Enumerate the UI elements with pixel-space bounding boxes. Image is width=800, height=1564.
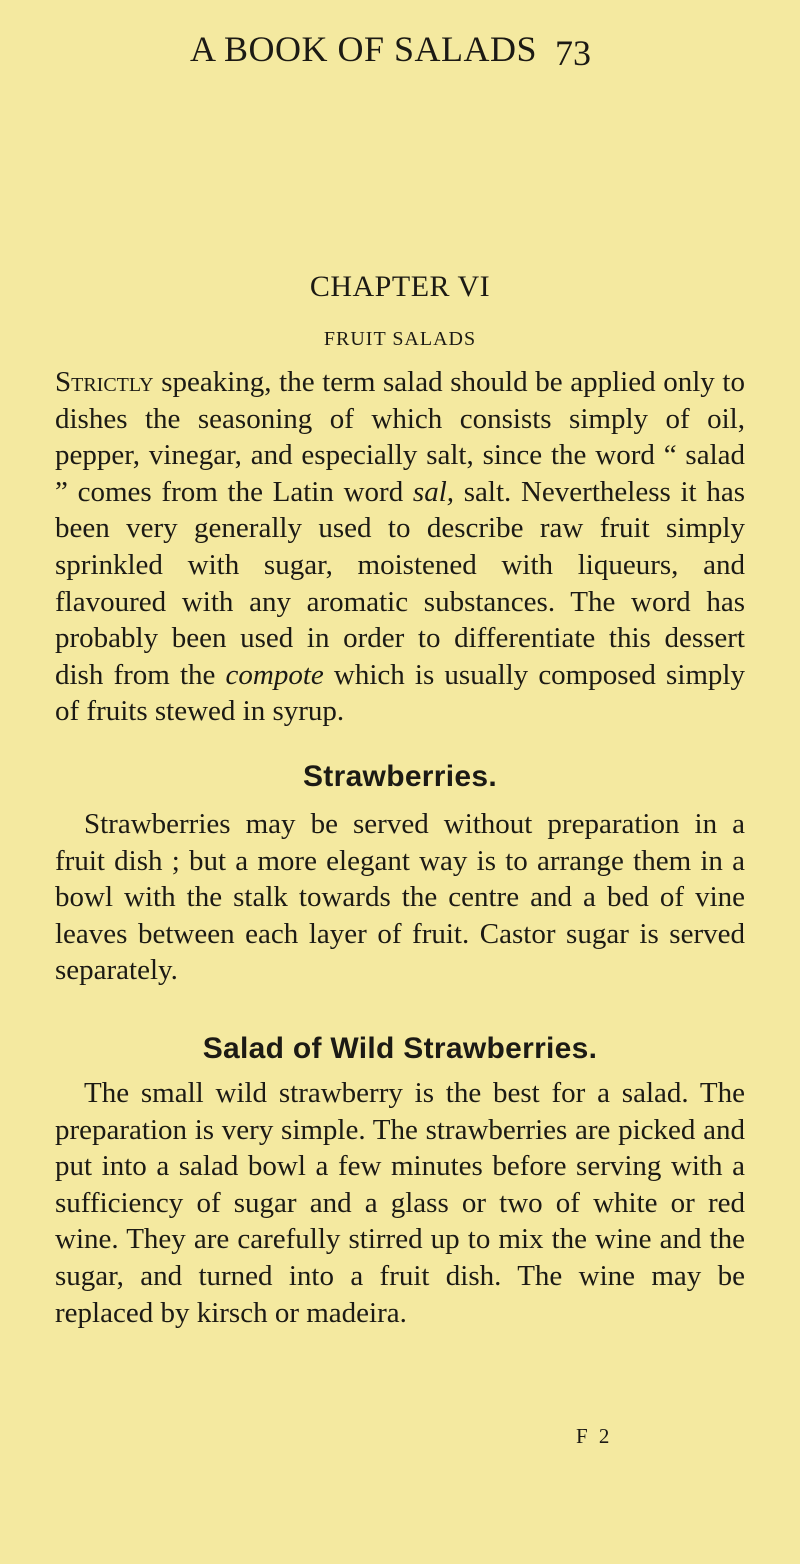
section-heading-wild-strawberries: Salad of Wild Strawberries.	[202, 1032, 598, 1065]
intro-paragraph	[55, 364, 745, 730]
chapter-title: CHAPTER VI	[309, 270, 491, 303]
page-number: 73	[555, 33, 591, 73]
section-paragraph-wild-strawberries: The small wild strawberry is the best for a salad. The preparation is very simple. The strawberries are picked and put into a salad bowl a few minutes before serving with a sufficiency of sugar and a glass or two of white or red wine. They are carefully stirred up to mix the wine and the sugar, and turned into a fruit dish. The wine may be replaced by kirsch or madeira.	[55, 1077, 745, 1329]
intro-text-2: salt. Nevertheless it has been very generally used to describe raw fruit simply sprinkled with sugar, moistened with liqueurs, and flavoured with any aromatic substances. The word has probably been used in order to differentiate this dessert dish from the	[55, 475, 745, 691]
intro-text-3: which is usually composed simply of fruits stewed in syrup.	[55, 658, 745, 728]
intro-italic-sal: sal,	[412, 475, 455, 508]
chapter-subtitle: FRUIT SALADS	[323, 328, 477, 350]
intro-lead-word: Strictly	[55, 366, 154, 398]
running-head	[0, 28, 800, 78]
intro-text-1: speaking, the term salad should be applied only to dishes the seasoning of which consists simply of oil, pepper, vinegar, and especially salt, since the word “ salad ” comes from the Latin word	[55, 366, 745, 508]
running-title: A BOOK OF SALADS	[190, 29, 538, 69]
section-heading-strawberries: Strawberries.	[303, 760, 497, 793]
section-paragraph-strawberries: Strawberries may be served without preparation in a fruit dish ; but a more elegant way is to arrange them in a bowl with the stalk towards the centre and a bed of vine leaves between each layer of fruit. Castor sugar is served separately.	[55, 808, 745, 987]
intro-italic-compote: compote	[225, 658, 324, 691]
signature-mark: F 2	[576, 1424, 613, 1448]
